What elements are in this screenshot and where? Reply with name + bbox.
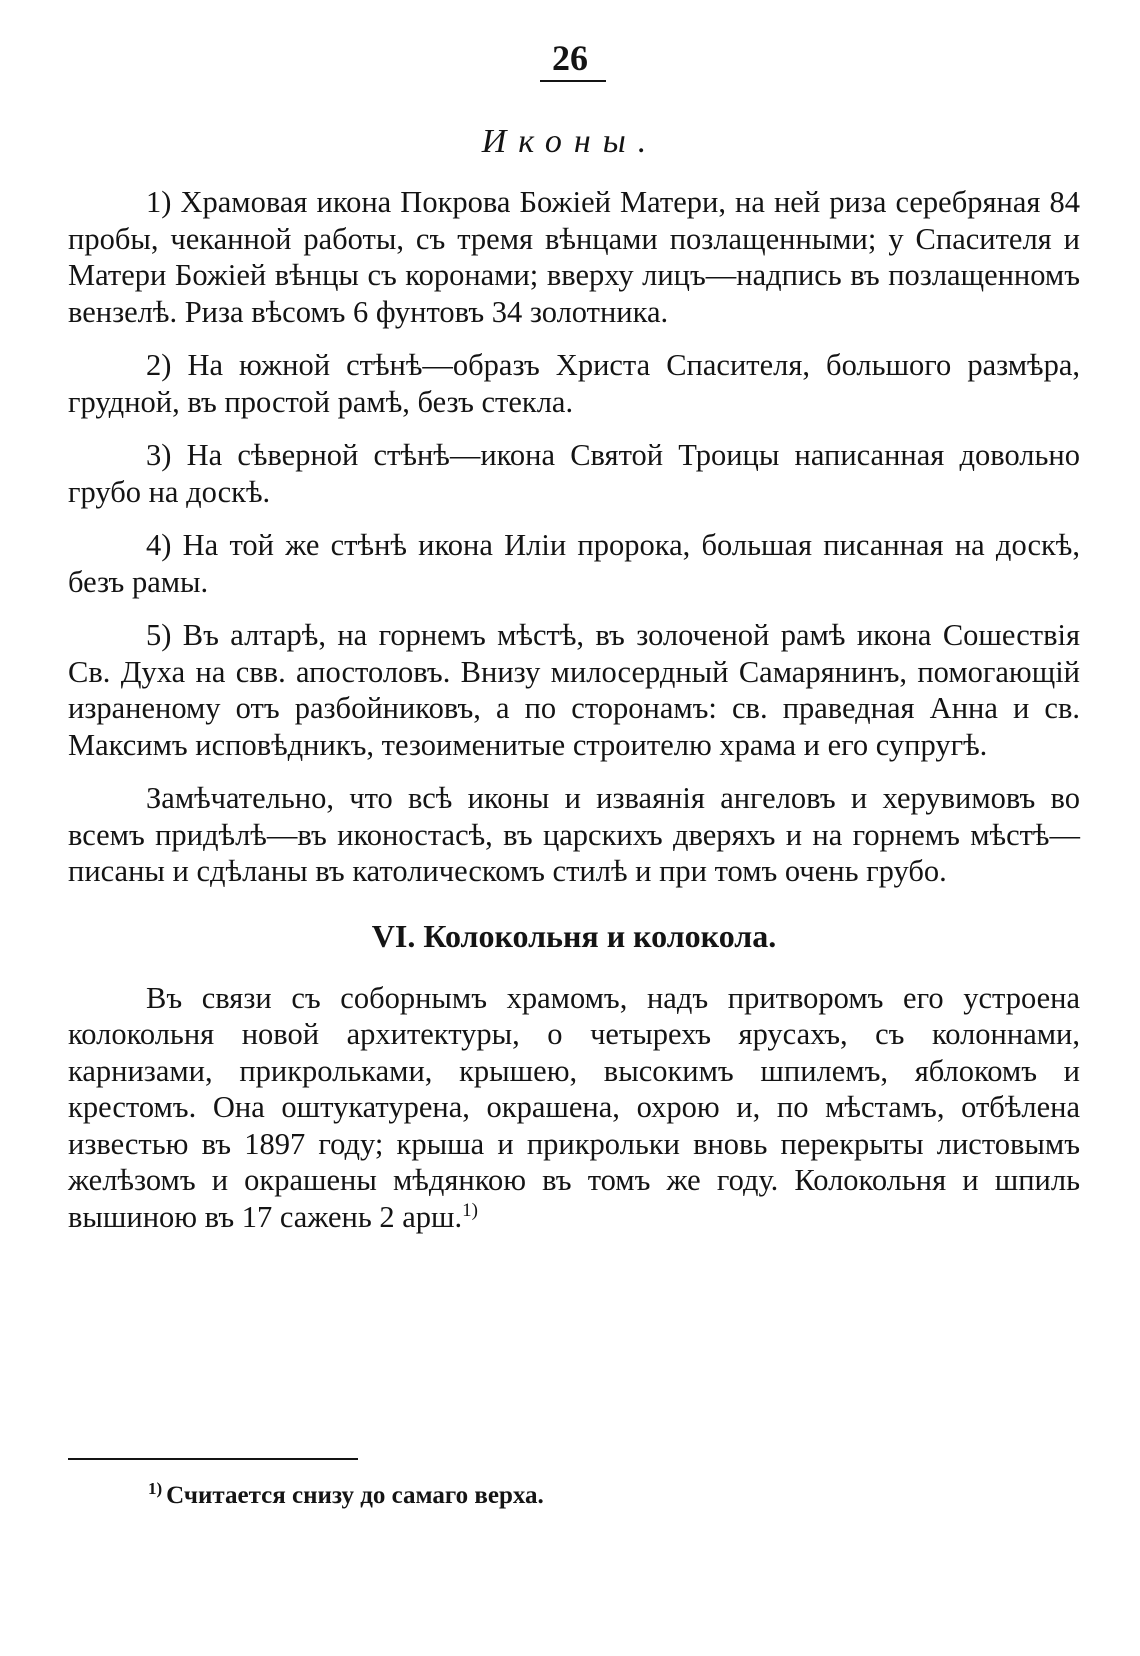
footnote-number: 1) [148, 1478, 163, 1498]
section-title: Иконы. [481, 123, 659, 160]
paragraph-icon-5: 5) Въ алтарѣ, на горнемъ мѣстѣ, въ золоченой рамѣ икона Сошествія Св. Духа на свв. апостоловъ. Внизу милосердный Самарянинъ, помогающій израненому отъ разбойниковъ, а по сторонамъ: св. праведная Анна и св. Максимъ исповѣдникъ, тезоименитые строителю храма и его супругѣ. [68, 618, 1080, 762]
footnote [148, 1480, 1048, 1512]
paragraph-icon-3: 3) На сѣверной стѣнѣ—икона Святой Троицы написанная довольно грубо на доскѣ. [68, 438, 1080, 509]
paragraph-icon-1: 1) Храмовая икона Покрова Божіей Матери, на ней риза серебряная 84 пробы, чеканной работы, съ тремя вѣнцами позлащенными; у Спасителя и Матери Божіей вѣнцы съ коронами; вверху лицъ—надпись въ позлащенномъ вензелѣ. Риза вѣсомъ 6 фунтовъ 34 золотника. [68, 185, 1080, 329]
paragraph-icon-2: 2) На южной стѣнѣ—образъ Христа Спасителя, большого размѣра, грудной, въ простой рамѣ, безъ стекла. [68, 348, 1080, 419]
paragraph-icon-4: 4) На той же стѣнѣ икона Иліи пророка, большая писанная на доскѣ, безъ рамы. [68, 528, 1080, 599]
page-number-underline [540, 80, 606, 82]
footnote-divider [68, 1458, 358, 1460]
paragraph-belfry-text: Въ связи съ соборнымъ храмомъ, надъ притворомъ его устроена колокольня новой архитектуры, о четырехъ ярусахъ, съ колоннами, карнизами, прикрольками, крышею, высокимъ шпилемъ, яблокомъ и крестомъ. Она оштукатурена, окрашена, охрою и, по мѣстамъ, отбѣлена известью въ 1897 году; крыша и прикрольки вновь перекрыты листовымъ желѣзомъ и окрашены мѣдянкою въ томъ же году. Колокольня и шпиль вышиною въ 17 сажень 2 арш. [68, 980, 1080, 1234]
paragraph-belfry [68, 980, 1080, 1236]
footnote-text: Считается снизу до самаго верха. [166, 1482, 544, 1509]
page-number: 26 [552, 38, 588, 78]
chapter-title: VI. Колокольня и колокола. [371, 917, 777, 954]
body-text [68, 184, 1080, 1252]
footnote-reference: 1) [462, 1199, 478, 1221]
paragraph-remark: Замѣчательно, что всѣ иконы и изваянія ангеловъ и херувимовъ во всемъ придѣлѣ—въ иконостасѣ, въ царскихъ дверяхъ и на горнемъ мѣстѣ—писаны и сдѣланы въ католическомъ стилѣ и при томъ очень грубо. [68, 781, 1080, 888]
